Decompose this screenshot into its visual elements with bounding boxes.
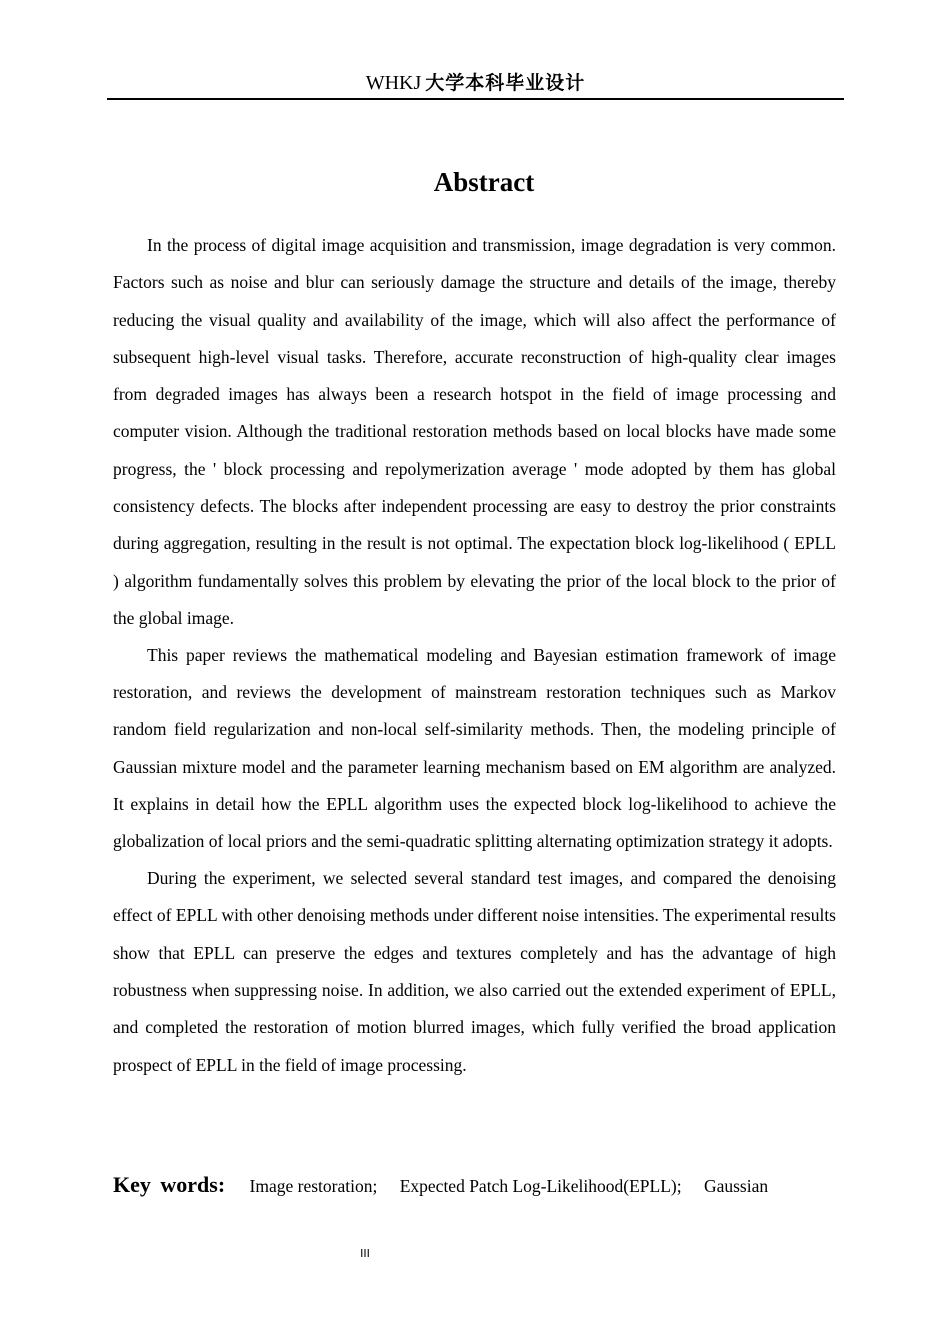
abstract-paragraph-3: During the experiment, we selected several standard test images, and compared the denoising effect of EPLL with other denoising methods under different noise intensities. The experimental results show that EPLL can preserve the edges and textures completely and has the advantage of high robustness when suppressing noise. In addition, we also carried out the extended experiment of EPLL, and completed the restoration of motion blurred images, which fully verified the broad application prospect of EPLL in the field of image processing. — [113, 868, 836, 1075]
header-school-code: WHKJ — [365, 72, 422, 94]
abstract-title: Abstract — [433, 167, 535, 197]
page-header — [107, 68, 844, 100]
keywords-line — [113, 1168, 853, 1203]
abstract-paragraph-1: In the process of digital image acquisition and transmission, image degradation is very common. Factors such as noise and blur can seriously damage the structure and details of the image, thereby reducing the visual quality and availability of the image, which will also affect the performance of subsequent high-level visual tasks. Therefore, accurate reconstruction of high-quality clear images from degraded images has always been a research hotspot in the field of image processing and computer vision. Although the traditional restoration methods based on local blocks have made some progress, the ' block processing and repolymerization average ' mode adopted by them has global consistency defects. The blocks after independent processing are easy to destroy the prior constraints during aggregation, resulting in the result is not optimal. The expectation block log-likelihood ( EPLL ) algorithm fundamentally solves this problem by elevating the prior of the local block to the prior of the global image. — [113, 235, 836, 628]
keyword-item: Expected Patch Log-Likelihood(EPLL); — [399, 1176, 682, 1196]
abstract-body — [113, 227, 836, 1083]
page-number: III — [360, 1247, 370, 1260]
keyword-item: Image restoration; — [249, 1176, 378, 1196]
header-title: 大学本科毕业设计 — [425, 72, 586, 94]
abstract-paragraph-2: This paper reviews the mathematical modeling and Bayesian estimation framework of image restoration, and reviews the development of mainstream restoration techniques such as Markov random field regularization and non-local self-similarity methods. Then, the modeling principle of Gaussian mixture model and the parameter learning mechanism based on EM algorithm are analyzed. It explains in detail how the EPLL algorithm uses the expected block log-likelihood to achieve the globalization of local priors and the semi-quadratic splitting alternating optimization strategy it adopts. — [113, 644, 836, 852]
keyword-item: Gaussian — [703, 1176, 769, 1196]
keywords-label: Key words: — [113, 1172, 226, 1197]
